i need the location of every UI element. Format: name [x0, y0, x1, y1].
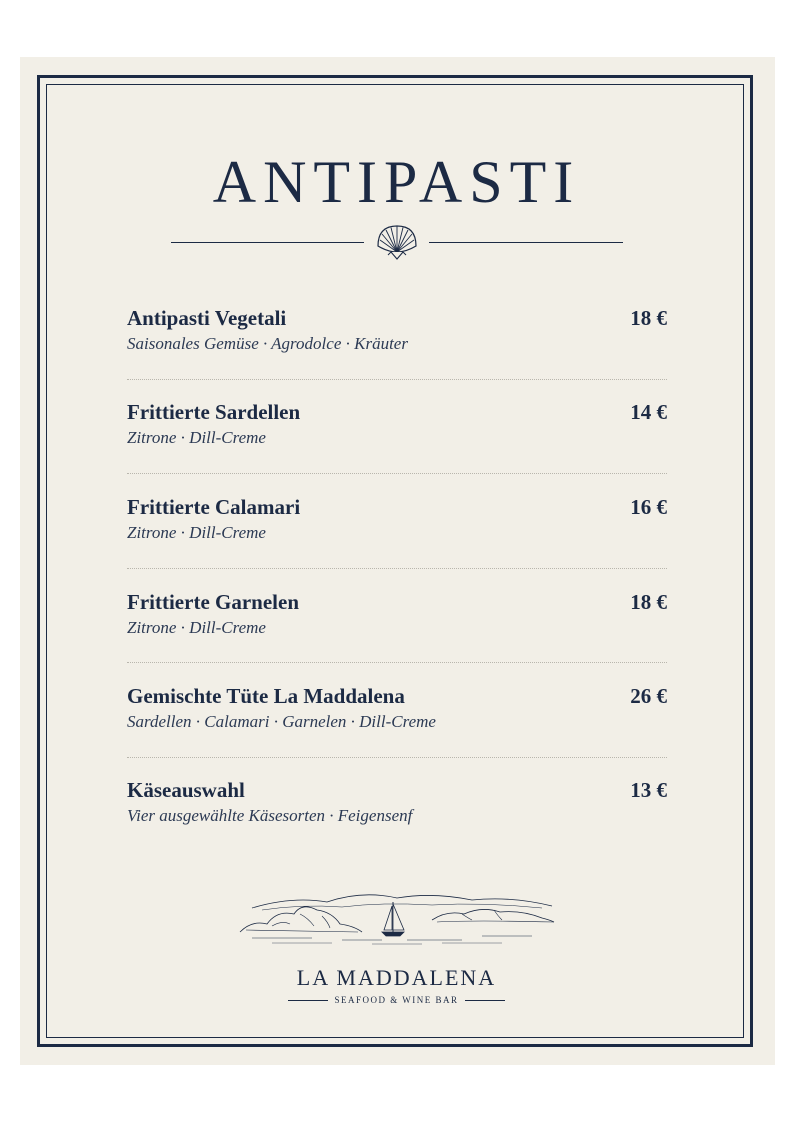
item-price: 18 €	[630, 306, 667, 330]
item-divider	[127, 379, 667, 380]
tagline-rule-left	[288, 1000, 328, 1001]
menu-item	[127, 306, 667, 366]
brand-name: LA MADDALENA	[296, 965, 497, 990]
item-price: 14 €	[630, 400, 667, 424]
item-description: Zitrone · Dill-Creme	[127, 618, 266, 637]
menu-item	[127, 778, 667, 838]
item-price: 26 €	[630, 684, 667, 708]
menu-title: ANTIPASTI	[212, 149, 581, 215]
ornament-line-right	[429, 242, 623, 243]
item-description: Sardellen · Calamari · Garnelen · Dill-Creme	[127, 712, 436, 731]
item-name: Käseauswahl	[127, 778, 245, 802]
item-divider	[127, 757, 667, 758]
brand-tagline-row	[0, 995, 793, 1005]
menu-item	[127, 684, 667, 744]
tagline-rule-right	[465, 1000, 505, 1001]
item-divider	[127, 568, 667, 569]
ornament-line-left	[171, 242, 364, 243]
menu-item	[127, 400, 667, 460]
coastal-landscape-illustration	[232, 880, 562, 950]
item-price: 18 €	[630, 590, 667, 614]
item-name: Frittierte Sardellen	[127, 400, 301, 424]
item-description: Vier ausgewählte Käsesorten · Feigensenf	[127, 806, 413, 825]
menu-item	[127, 495, 667, 555]
item-description: Zitrone · Dill-Creme	[127, 523, 266, 542]
item-name: Gemischte Tüte La Maddalena	[127, 684, 405, 708]
scallop-shell-icon	[374, 222, 420, 262]
item-name: Frittierte Garnelen	[127, 590, 299, 614]
item-name: Antipasti Vegetali	[127, 306, 287, 330]
brand-tagline: SEAFOOD & WINE BAR	[334, 995, 459, 1005]
item-description: Zitrone · Dill-Creme	[127, 428, 266, 447]
item-description: Saisonales Gemüse · Agrodolce · Kräuter	[127, 334, 408, 353]
item-divider	[127, 662, 667, 663]
menu-item	[127, 590, 667, 650]
item-divider	[127, 473, 667, 474]
item-price: 13 €	[630, 778, 667, 802]
item-price: 16 €	[630, 495, 667, 519]
item-name: Frittierte Calamari	[127, 495, 301, 519]
